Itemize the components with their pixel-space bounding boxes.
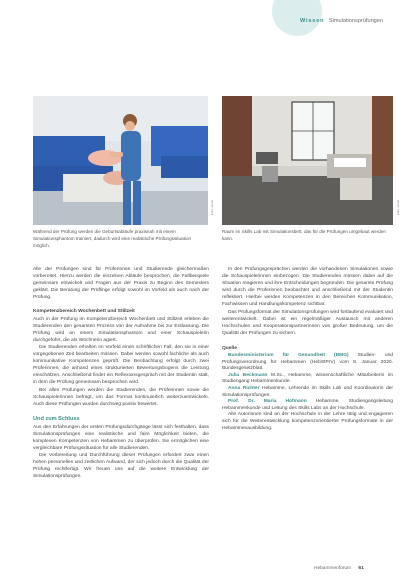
header-topic: Simulationsprüfungen <box>328 18 384 24</box>
article-column-right <box>222 266 393 432</box>
author-entry <box>222 373 393 386</box>
header-section: Wissen <box>300 18 325 24</box>
author-text: Hebamme, Studiengangsleitung Hebammenkunde und Leitung des Skills Labs an der Hochschule. <box>222 399 393 411</box>
page-footer <box>314 566 364 571</box>
paragraph: In den Prüfungsgesprächen werden die vorhandenen Simulationen sowie die Schauspielerinnen einbezogen. Die Studierenden müssen dabei auf die Situation reagieren und ihre Entscheidungen begründen. Die gesamte Prüfung wird durch die Prüferinnen beobachtet und anschließend mit der Studentin reflektiert. Hierbei werden Kompetenzen in den Bereichen Kommunikation, Fachwissen und Handlungskompetenz sichtbar. <box>222 267 393 308</box>
photo-caption-left: Während der Prüfung werden die Geburtsabläufe praxisnah mit einem Simulationsphantom trainiert, dadurch wird eine realistische Prüfungssituation möglich. <box>33 229 192 248</box>
author-entry <box>222 386 393 399</box>
photo-skills-lab-room <box>222 96 393 225</box>
source-author: Bundesministerium für Gesundheit (BMG) <box>228 353 349 359</box>
author-name: Julia Beckmann <box>228 372 268 378</box>
footer-journal: Hebammenforum <box>314 566 352 571</box>
paragraph: Alle der Prüfungen sind für Prüferinnen und Studierende gleichermaßen vorbereitet. Hierzu werden die einzelnen Abläufe besprochen, die Fallbeispiele gemeinsam entwickelt und Fragen aus der Praxis zu Beginn des Semesters geklärt. Die Beratung der Prüflinge erfolgt sowohl im Vorfeld als auch nach der Prüfung. <box>33 267 209 301</box>
author-entry <box>222 399 393 412</box>
photo-credit-right: Foto: privat <box>396 200 400 216</box>
author-note: Alle Autorinnen sind an der Hochschule in der Lehre tätig und engagieren sich für die Weiterentwicklung kompetenzorientierter Prüfungsformate in der Hebammenausbildung. <box>222 412 393 431</box>
paragraph: Die Studierenden erhalten im Vorfeld einen schriftlichen Fall, den sie in einer vorgegebenen Zeit bearbeiten müssen. Dabei werden sowohl fachliche als auch kommunikative Kompetenzen geprüft. Die Beobachtung erfolgt durch zwei Prüferinnen, die anhand eines strukturierten Bewertungsbogens die Leistung einschätzen. Anschließend findet ein Reflexionsgespräch mit der Studentin statt, in dem die Prüfung gemeinsam besprochen wird. <box>33 344 209 386</box>
paragraph: Die Vorbereitung und Durchführung dieser Prüfungen erfordert zwar einen hohen personellen und zeitlichen Aufwand, der sich jedoch durch die Qualität der Prüfung rechtfertigt. Wir freuen uns auf die weitere Entwicklung der Simulationsprüfungen. <box>33 453 209 480</box>
subheading-question: Kompetenzbereich Wochenbett und Stillzeit <box>33 309 135 315</box>
sources-block <box>222 345 393 432</box>
photo-credit-left: Foto: privat <box>210 200 214 216</box>
paragraph: Bei allen Prüfungen werden die Studierenden, die Prüferinnen sowie die Schauspielerinnen befragt, um das Format kontinuierlich weiterzuentwickeln. Auch diese Prüfungen wurden durchweg positiv bewertet. <box>33 387 209 407</box>
running-header <box>300 18 383 24</box>
source-text: Studien- und Prüfungsverordnung für Hebammen (HebStPrV) vom 8. Januar 2020. Bundesgesetzblatt. <box>222 353 394 372</box>
section-heading: Und zum Schluss <box>33 415 80 422</box>
photo-birth-simulation <box>33 96 208 225</box>
author-text: Hebamme, Lehrende im Skills Lab und Koordinatorin der Simulationsprüfungen. <box>222 386 394 398</box>
source-entry <box>222 353 393 373</box>
article-column-left <box>33 266 209 481</box>
sources-heading: Quelle <box>222 345 237 351</box>
photo-caption-right: Raum im Skills Lab mit Simulationsbett, das für die Prüfungen umgebaut werden kann. <box>222 229 386 241</box>
paragraph: Aus den Erfahrungen der ersten Prüfungsdurchgänge lässt sich festhalten, dass Simulationsprüfungen eine realistische und faire Möglichkeit bieten, die komplexen Kompetenzen von Hebammen zu überprüfen. Sie ermöglichen eine vergleichbare Prüfungssituation für alle Studierenden. <box>33 424 209 452</box>
paragraph: Auch in der Prüfung im Kompetenzbereich Wochenbett und Stillzeit erleben die Studierenden den gesamten Prozess von der Aufnahme bis zur Entlassung. Die Prüfung wird an einem Simulationsphantom und einer Schauspielerin durchgeführt, die als Wöchnerin agiert. <box>33 316 209 343</box>
author-name: Prof. Dr. Maria Hofmann <box>228 399 307 405</box>
author-name: Anna Richter <box>228 386 260 391</box>
paragraph: Das Prüfungsformat der Simulationsprüfungen wird fortlaufend evaluiert und weiterentwickelt. Dabei ist ein regelmäßiger Austausch mit anderen Hochschulen und Kooperationspartnerinnen von großer Bedeutung, um die Qualität der Prüfungen zu sichern. <box>222 309 393 336</box>
page-number: 61 <box>358 566 364 571</box>
author-text: M.Sc., Hebamme, wissenschaftliche Mitarbeiterin im Studiengang Hebammenkunde. <box>222 372 394 385</box>
